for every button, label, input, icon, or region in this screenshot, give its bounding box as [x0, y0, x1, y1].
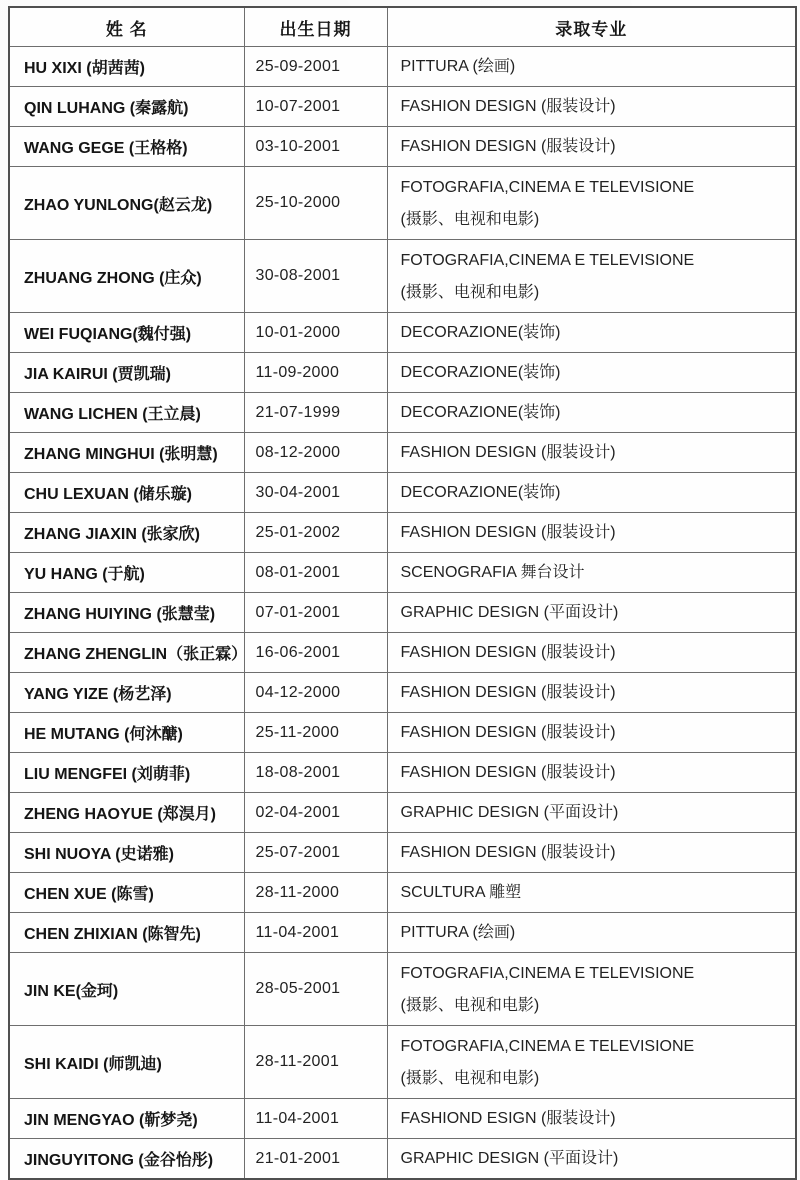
birth-date-cell: 28-11-2000 — [244, 873, 387, 913]
birth-date-cell: 30-04-2001 — [244, 473, 387, 513]
table-row — [9, 873, 796, 913]
table-row — [9, 593, 796, 633]
table-row — [9, 1026, 796, 1099]
major-line-1: DECORAZIONE(装饰) — [400, 364, 561, 381]
student-name-cell: CHEN ZHIXIAN (陈智先) — [9, 913, 244, 953]
admitted-major-cell — [387, 673, 796, 713]
birth-date-cell: 02-04-2001 — [244, 793, 387, 833]
table-row — [9, 513, 796, 553]
birth-date-cell: 16-06-2001 — [244, 633, 387, 673]
table-row — [9, 1139, 796, 1180]
student-name-cell: JIN MENGYAO (靳梦尧) — [9, 1099, 244, 1139]
birth-date-cell: 25-07-2001 — [244, 833, 387, 873]
table-row — [9, 433, 796, 473]
student-name-cell: WANG LICHEN (王立晨) — [9, 393, 244, 433]
major-line-1: DECORAZIONE(装饰) — [400, 404, 561, 421]
birth-date-cell: 10-07-2001 — [244, 87, 387, 127]
student-name-cell: JINGUYITONG (金谷怡彤) — [9, 1139, 244, 1180]
major-line-1: FASHIOND ESIGN (服装设计) — [400, 1110, 616, 1127]
major-line-1: GRAPHIC DESIGN (平面设计) — [400, 604, 619, 621]
birth-date-cell: 25-09-2001 — [244, 47, 387, 87]
major-line-1: FASHION DESIGN (服装设计) — [400, 844, 616, 861]
student-name-cell: YU HANG (于航) — [9, 553, 244, 593]
admitted-major-cell — [387, 713, 796, 753]
major-line-1: FASHION DESIGN (服装设计) — [400, 98, 616, 115]
table-row — [9, 127, 796, 167]
major-line-1: SCENOGRAFIA 舞台设计 — [400, 564, 585, 581]
student-name-cell: SHI NUOYA (史诺雅) — [9, 833, 244, 873]
header-row — [9, 7, 796, 47]
birth-date-cell: 30-08-2001 — [244, 240, 387, 313]
column-header-dob: 出生日期 — [244, 7, 387, 47]
student-name-cell: YANG YIZE (杨艺泽) — [9, 673, 244, 713]
birth-date-cell: 11-04-2001 — [244, 1099, 387, 1139]
major-line-1: FOTOGRAFIA,CINEMA E TELEVISIONE — [400, 1037, 695, 1055]
birth-date-cell: 10-01-2000 — [244, 313, 387, 353]
admitted-major-cell — [387, 1139, 796, 1180]
table-row — [9, 633, 796, 673]
student-name-cell: ZHUANG ZHONG (庄众) — [9, 240, 244, 313]
table-row — [9, 833, 796, 873]
admitted-major-cell — [387, 313, 796, 353]
admitted-major-cell — [387, 833, 796, 873]
admitted-major-cell — [387, 913, 796, 953]
admitted-major-cell — [387, 553, 796, 593]
admitted-major-cell — [387, 1026, 796, 1099]
student-name-cell: SHI KAIDI (师凯迪) — [9, 1026, 244, 1099]
table-row — [9, 240, 796, 313]
major-line-1: FOTOGRAFIA,CINEMA E TELEVISIONE — [400, 178, 695, 196]
student-name-cell: JIN KE(金珂) — [9, 953, 244, 1026]
column-header-major: 录取专业 — [387, 7, 796, 47]
major-line-1: FOTOGRAFIA,CINEMA E TELEVISIONE — [400, 964, 695, 982]
student-name-cell: CHEN XUE (陈雪) — [9, 873, 244, 913]
student-name-cell: ZHANG JIAXIN (张家欣) — [9, 513, 244, 553]
major-line-1: FASHION DESIGN (服装设计) — [400, 684, 616, 701]
birth-date-cell: 11-04-2001 — [244, 913, 387, 953]
admitted-major-cell — [387, 240, 796, 313]
major-line-1: FASHION DESIGN (服装设计) — [400, 724, 616, 741]
admissions-table — [8, 6, 797, 1180]
major-line-1: FASHION DESIGN (服装设计) — [400, 444, 616, 461]
table-row — [9, 753, 796, 793]
major-line-2: (摄影、电视和电影) — [400, 996, 540, 1014]
table-row — [9, 393, 796, 433]
admitted-major-cell — [387, 127, 796, 167]
major-line-2: (摄影、电视和电影) — [400, 283, 540, 301]
column-header-name: 姓 名 — [9, 7, 244, 47]
admitted-major-cell — [387, 753, 796, 793]
student-name-cell: ZHANG ZHENGLIN（张正霖） — [9, 633, 244, 673]
admitted-major-cell — [387, 473, 796, 513]
table-row — [9, 913, 796, 953]
student-name-cell: WEI FUQIANG(魏付强) — [9, 313, 244, 353]
birth-date-cell: 08-12-2000 — [244, 433, 387, 473]
admitted-major-cell — [387, 353, 796, 393]
admitted-major-cell — [387, 633, 796, 673]
admitted-major-cell — [387, 167, 796, 240]
birth-date-cell: 21-07-1999 — [244, 393, 387, 433]
major-line-1: GRAPHIC DESIGN (平面设计) — [400, 1150, 619, 1167]
student-name-cell: QIN LUHANG (秦露航) — [9, 87, 244, 127]
major-line-1: GRAPHIC DESIGN (平面设计) — [400, 804, 619, 821]
table-row — [9, 1099, 796, 1139]
admitted-major-cell — [387, 1099, 796, 1139]
birth-date-cell: 28-11-2001 — [244, 1026, 387, 1099]
table-row — [9, 713, 796, 753]
table-row — [9, 673, 796, 713]
table-row — [9, 47, 796, 87]
student-name-cell: LIU MENGFEI (刘萌菲) — [9, 753, 244, 793]
birth-date-cell: 04-12-2000 — [244, 673, 387, 713]
student-name-cell: ZHANG HUIYING (张慧莹) — [9, 593, 244, 633]
student-name-cell: HU XIXI (胡茜茜) — [9, 47, 244, 87]
birth-date-cell: 03-10-2001 — [244, 127, 387, 167]
student-name-cell: ZHANG MINGHUI (张明慧) — [9, 433, 244, 473]
table-row — [9, 167, 796, 240]
admitted-major-cell — [387, 953, 796, 1026]
birth-date-cell: 28-05-2001 — [244, 953, 387, 1026]
major-line-1: DECORAZIONE(装饰) — [400, 324, 561, 341]
admitted-major-cell — [387, 513, 796, 553]
major-line-2: (摄影、电视和电影) — [400, 1069, 540, 1087]
major-line-1: DECORAZIONE(装饰) — [400, 484, 561, 501]
major-line-1: PITTURA (绘画) — [400, 924, 516, 941]
birth-date-cell: 25-11-2000 — [244, 713, 387, 753]
student-name-cell: HE MUTANG (何沐醣) — [9, 713, 244, 753]
student-name-cell: WANG GEGE (王格格) — [9, 127, 244, 167]
birth-date-cell: 25-01-2002 — [244, 513, 387, 553]
major-line-1: FOTOGRAFIA,CINEMA E TELEVISIONE — [400, 251, 695, 269]
major-line-1: FASHION DESIGN (服装设计) — [400, 138, 616, 155]
birth-date-cell: 08-01-2001 — [244, 553, 387, 593]
birth-date-cell: 07-01-2001 — [244, 593, 387, 633]
table-body — [9, 47, 796, 1180]
admitted-major-cell — [387, 873, 796, 913]
admitted-major-cell — [387, 433, 796, 473]
major-line-2: (摄影、电视和电影) — [400, 210, 540, 228]
student-name-cell: JIA KAIRUI (贾凯瑞) — [9, 353, 244, 393]
table-row — [9, 353, 796, 393]
table-row — [9, 953, 796, 1026]
birth-date-cell: 21-01-2001 — [244, 1139, 387, 1180]
admitted-major-cell — [387, 87, 796, 127]
table-row — [9, 473, 796, 513]
admitted-major-cell — [387, 393, 796, 433]
admitted-major-cell — [387, 593, 796, 633]
birth-date-cell: 18-08-2001 — [244, 753, 387, 793]
major-line-1: SCULTURA 雕塑 — [400, 884, 522, 901]
student-name-cell: CHU LEXUAN (储乐璇) — [9, 473, 244, 513]
table-row — [9, 553, 796, 593]
table-row — [9, 793, 796, 833]
table-row — [9, 313, 796, 353]
table-row — [9, 87, 796, 127]
admitted-major-cell — [387, 47, 796, 87]
birth-date-cell: 25-10-2000 — [244, 167, 387, 240]
major-line-1: FASHION DESIGN (服装设计) — [400, 764, 616, 781]
birth-date-cell: 11-09-2000 — [244, 353, 387, 393]
student-name-cell: ZHENG HAOYUE (郑淏月) — [9, 793, 244, 833]
major-line-1: FASHION DESIGN (服装设计) — [400, 644, 616, 661]
student-name-cell: ZHAO YUNLONG(赵云龙) — [9, 167, 244, 240]
admitted-major-cell — [387, 793, 796, 833]
major-line-1: FASHION DESIGN (服装设计) — [400, 524, 616, 541]
major-line-1: PITTURA (绘画) — [400, 58, 516, 75]
